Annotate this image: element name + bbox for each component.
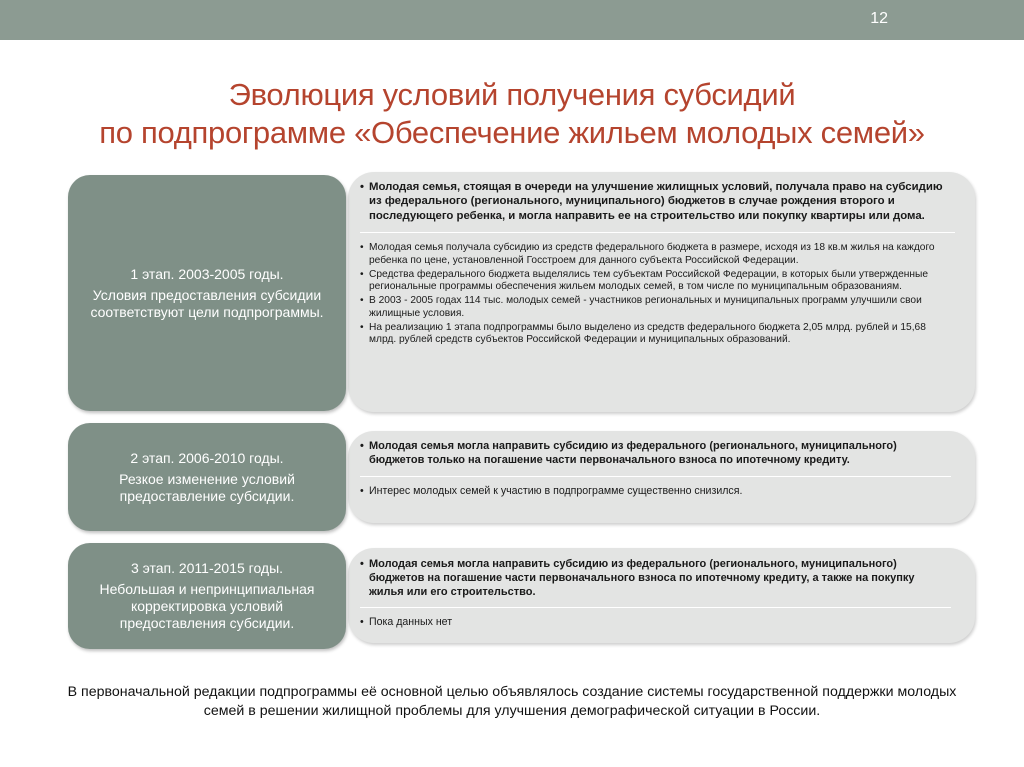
stage-1-point: • Средства федерального бюджета выделялись тем субъектам Российской Федерации, в которых были утвержденные региональные программы обеспечения жильем молодых семей, в том числе по муниципальным образованиям.: [360, 269, 955, 294]
top-bar: [0, 0, 1024, 40]
page-number: 12: [870, 10, 888, 27]
stage-2-box: [68, 423, 346, 531]
stage-2-details: [348, 431, 975, 523]
stage-1-point: • На реализацию 1 этапа подпрограммы было выделено из средств федерального бюджета 2,05 млрд. рублей и 15,68 млрд. рублей средств субъектов Российской Федерации и муниципальных образований.: [360, 322, 955, 347]
stage-1-details: [348, 172, 975, 412]
stage-1-box: [68, 175, 346, 411]
stage-1-title: 1 этап. 2003-2005 годы.: [130, 265, 284, 282]
stage-3-details: [348, 548, 975, 643]
stage-2-title: 2 этап. 2006-2010 годы.: [130, 449, 284, 466]
stage-3-title: 3 этап. 2011-2015 годы.: [130, 560, 284, 576]
slide-title: [0, 76, 1024, 152]
stage-1-point: • В 2003 - 2005 годах 114 тыс. молодых семей - участников региональных и муниципальных программ улучшили свои жилищные условия.: [360, 295, 955, 320]
stage-1-bold-point: • Молодая семья, стоящая в очереди на улучшение жилищных условий, получала право на субсидию из федерального (регионального, муниципального) бюджетов в случае рождения второго и последующего ребенка, и могла направить ее на строительство или покупку квартиры или дома.: [360, 180, 955, 223]
stage-3-point: • Пока данных нет: [360, 616, 951, 628]
stage-1-point: • Молодая семья получала субсидию из средств федерального бюджета в размере, исходя из 18 кв.м жилья на каждого ребенка по цене, установленной Госстроем для данного субъекта Российской Федерации.: [360, 242, 955, 267]
title-line-1: Эволюция условий получения субсидий: [228, 77, 796, 112]
stage-2-bold-point: • Молодая семья могла направить субсидию из федерального (регионального, муниципального) бюджетов только на погашение части первоначального взноса по ипотечному кредиту.: [360, 440, 951, 468]
stage-1-description: Условия предоставления субсидии соответствуют цели подпрограммы.: [90, 286, 324, 320]
stage-3-box: [68, 543, 346, 649]
stage-2-point: • Интерес молодых семей к участию в подпрограмме существенно снизился.: [360, 485, 951, 497]
footer-note: В первоначальной редакции подпрограммы её основной целью объявлялось создание системы государственной поддержки молодых семей в решении жилищной проблемы для улучшения демографической ситуации в России.: [67, 684, 957, 719]
stage-3-description: Небольшая и непринципиальная корректировка условий предоставления субсидии.: [99, 581, 315, 631]
stage-3-bold-point: • Молодая семья могла направить субсидию из федерального (регионального, муниципального) бюджетов на погашение части первоначального взноса по ипотечному кредиту, а также на покупку жилья или его строительство.: [360, 558, 951, 599]
stage-2-description: Резкое изменение условий предоставление субсидии.: [119, 470, 295, 504]
title-line-2: по подпрограмме «Обеспечение жильем молодых семей»: [99, 115, 925, 150]
